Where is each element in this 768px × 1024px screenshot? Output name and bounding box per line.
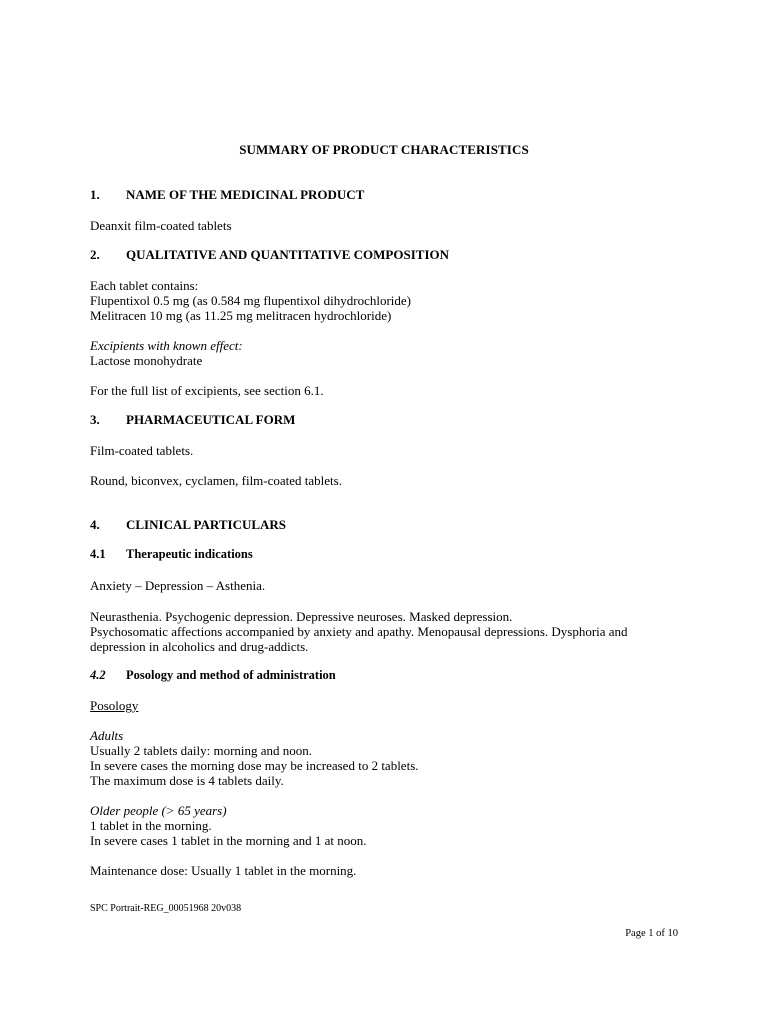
section-title: QUALITATIVE AND QUANTITATIVE COMPOSITION <box>126 247 450 262</box>
indication-line: depression in alcoholics and drug-addicts. <box>90 639 309 654</box>
footer-page-number: Page 1 of 10 <box>625 928 678 939</box>
section-number: 4. <box>90 517 100 532</box>
section-title: NAME OF THE MEDICINAL PRODUCT <box>126 187 365 202</box>
section-4-2-heading <box>90 668 336 683</box>
section-title: PHARMACEUTICAL FORM <box>126 412 296 427</box>
composition-line: Melitracen 10 mg (as 11.25 mg melitracen hydrochloride) <box>90 308 392 323</box>
excipients-label: Excipients with known effect: <box>90 338 243 353</box>
section-3-heading <box>90 412 295 427</box>
adults-label: Adults <box>90 728 124 743</box>
section-number: 3. <box>90 412 100 427</box>
adults-line: Usually 2 tablets daily: morning and noon. <box>90 743 313 758</box>
subsection-title: Therapeutic indications <box>126 547 253 561</box>
section-title: CLINICAL PARTICULARS <box>126 517 287 532</box>
footer-doc-ref: SPC Portrait-REG_00051968 20v038 <box>90 903 242 914</box>
section-number: 1. <box>90 187 100 202</box>
section-2-heading <box>90 247 449 262</box>
section-1-heading <box>90 187 364 202</box>
indication-line: Anxiety – Depression – Asthenia. <box>90 578 266 593</box>
section-4-heading <box>90 517 286 532</box>
indication-line: Psychosomatic affections accompanied by anxiety and apathy. Menopausal depressions. Dysphoria and <box>90 624 628 639</box>
subsection-title: Posology and method of administration <box>126 668 336 682</box>
older-people-label: Older people (> 65 years) <box>90 803 227 818</box>
document-title: SUMMARY OF PRODUCT CHARACTERISTICS <box>239 142 529 157</box>
older-people-line: 1 tablet in the morning. <box>90 818 212 833</box>
subsection-number: 4.1 <box>90 547 106 561</box>
indication-line: Neurasthenia. Psychogenic depression. Depressive neuroses. Masked depression. <box>90 609 513 624</box>
adults-line: In severe cases the morning dose may be increased to 2 tablets. <box>90 758 419 773</box>
product-name: Deanxit film-coated tablets <box>90 218 232 233</box>
composition-line: Flupentixol 0.5 mg (as 0.584 mg flupentixol dihydrochloride) <box>90 293 411 308</box>
section-4-1-heading <box>90 547 253 562</box>
section-number: 2. <box>90 247 100 262</box>
posology-label: Posology <box>90 698 139 713</box>
maintenance-dose: Maintenance dose: Usually 1 tablet in the morning. <box>90 863 357 878</box>
composition-line: Each tablet contains: <box>90 278 199 293</box>
form-line: Film-coated tablets. <box>90 443 194 458</box>
older-people-line: In severe cases 1 tablet in the morning and 1 at noon. <box>90 833 367 848</box>
subsection-number: 4.2 <box>90 668 106 682</box>
adults-line: The maximum dose is 4 tablets daily. <box>90 773 284 788</box>
excipients-value: Lactose monohydrate <box>90 353 203 368</box>
form-line: Round, biconvex, cyclamen, film-coated tablets. <box>90 473 342 488</box>
full-list-note: For the full list of excipients, see section 6.1. <box>90 383 324 398</box>
